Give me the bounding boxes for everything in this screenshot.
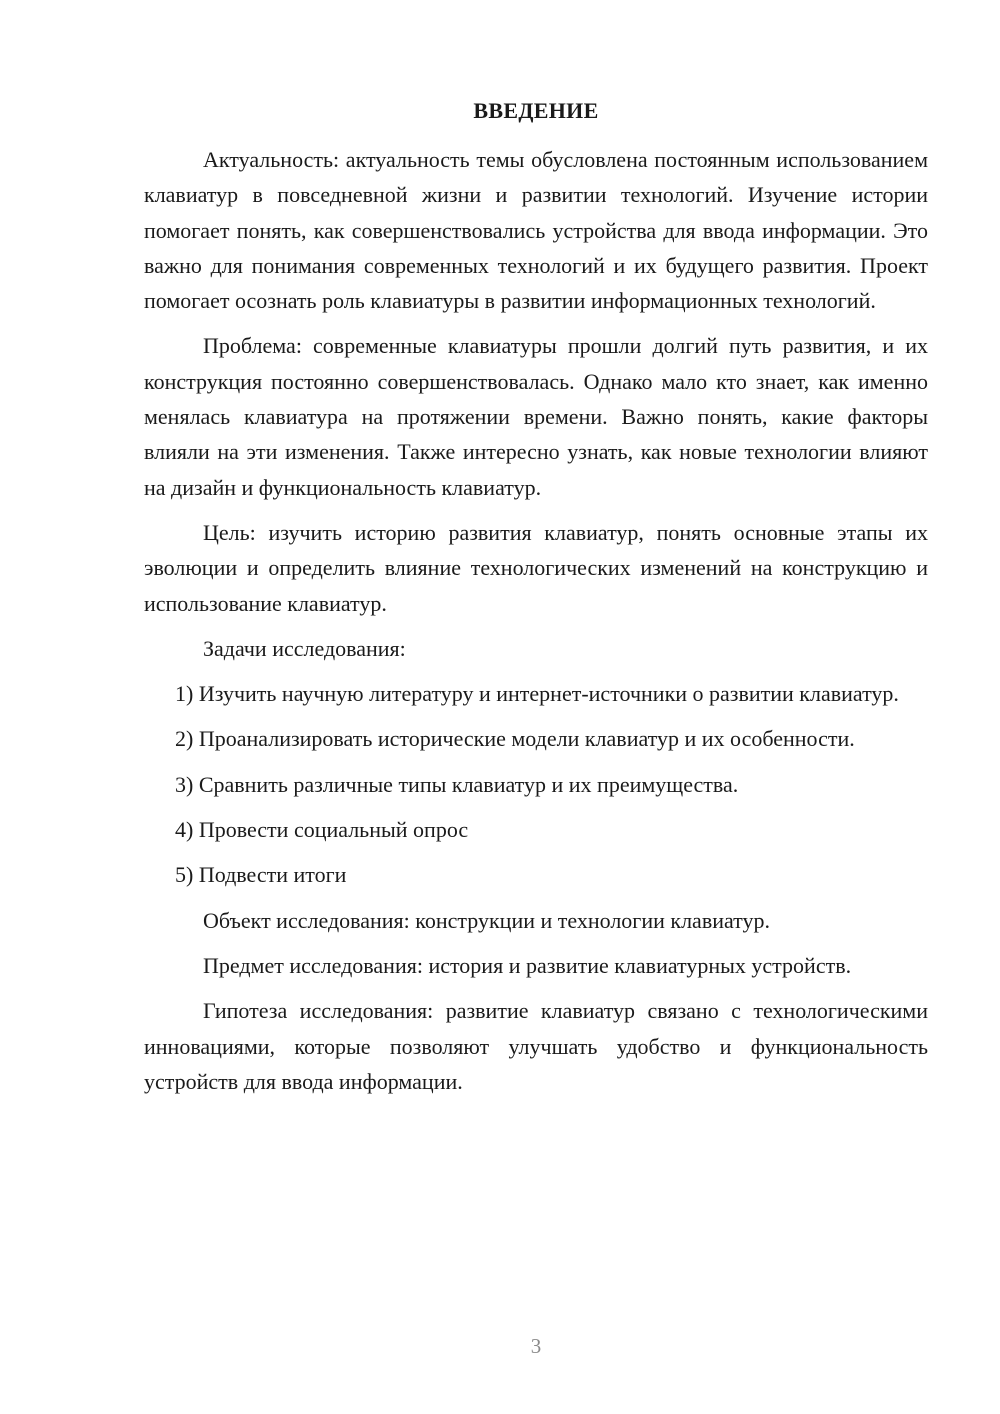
relevance-paragraph: Актуальность: актуальность темы обусловлена постоянным использованием клавиатур в повседневной жизни и развитии технологий. Изучение истории помогает понять, как совершенствовались устройства для ввода информации. Это важно для понимания современных технологий и их будущего развития. Проект помогает осознать роль клавиатуры в развитии информационных технологий. <box>144 147 928 314</box>
goal-paragraph: Цель: изучить историю развития клавиатур, понять основные этапы их эволюции и определить влияние технологических изменений на конструкцию и использование клавиатур. <box>144 519 928 616</box>
task-item-2: 2) Проанализировать исторические модели клавиатур и их особенности. <box>175 726 855 752</box>
research-object-paragraph: Объект исследования: конструкции и технологии клавиатур. <box>203 907 770 933</box>
research-subject-paragraph: Предмет исследования: история и развитие клавиатурных устройств. <box>203 952 852 978</box>
task-item-1: 1) Изучить научную литературу и интернет-источники о развитии клавиатур. <box>175 681 899 707</box>
page-number: 3 <box>530 1334 542 1358</box>
problem-paragraph: Проблема: современные клавиатуры прошли долгий путь развития, и их конструкция постоянно совершенствовалась. Однако мало кто знает, как именно менялась клавиатура на протяжении времени. Важно понять, какие факторы влияли на эти изменения. Также интересно узнать, как новые технологии влияют на дизайн и функциональность клавиатур. <box>144 333 928 500</box>
tasks-heading: Задачи исследования: <box>203 635 406 661</box>
hypothesis-paragraph: Гипотеза исследования: развитие клавиатур связано с технологическими инновациями, которые позволяют улучшать удобство и функциональность устройств для ввода информации. <box>144 998 928 1094</box>
document-body <box>144 142 928 1109</box>
task-item-5: 5) Подвести итоги <box>175 862 347 888</box>
task-item-4: 4) Провести социальный опрос <box>175 817 469 843</box>
document-page <box>144 0 928 1414</box>
task-item-3: 3) Сравнить различные типы клавиатур и их преимущества. <box>175 771 739 797</box>
section-title: ВВЕДЕНИЕ <box>473 98 599 123</box>
